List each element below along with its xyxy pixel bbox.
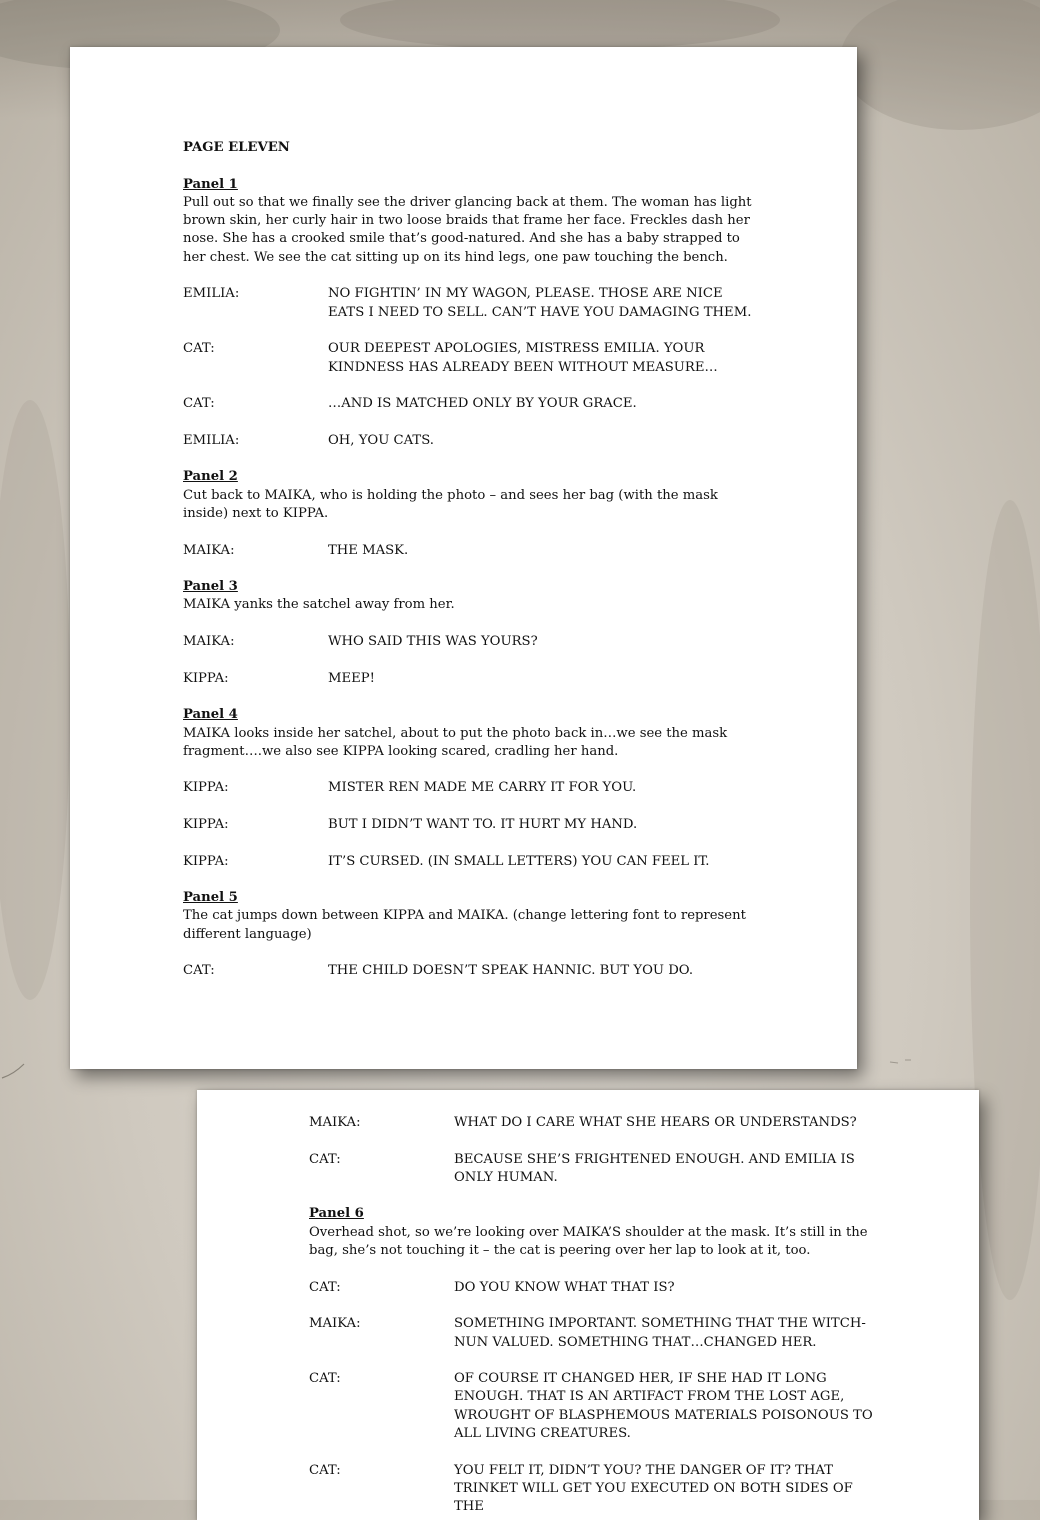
dialogue-line — [309, 1462, 879, 1517]
dialogue-text: BUT I DIDN’T WANT TO. IT HURT MY HAND. — [328, 816, 638, 832]
speaker-name: KIPPA: — [183, 670, 229, 686]
panel-heading: Panel 1 — [183, 176, 238, 192]
script-page-1 — [70, 47, 857, 1069]
dialogue-line — [183, 962, 753, 980]
dialogue-line — [309, 1151, 879, 1188]
panel-block — [309, 1205, 879, 1260]
panel-block — [183, 176, 753, 267]
dialogue-line — [183, 670, 753, 688]
dialogue-text: MEEP! — [328, 670, 375, 686]
speaker-name: MAIKA: — [183, 634, 235, 650]
panel-heading: Panel 2 — [183, 469, 238, 485]
dialogue-text: BECAUSE SHE’S FRIGHTENED ENOUGH. AND EMILIA IS ONLY HUMAN. — [454, 1151, 855, 1185]
page-title: PAGE ELEVEN — [183, 140, 290, 155]
dialogue-line — [309, 1370, 879, 1443]
dialogue-text: YOU FELT IT, DIDN’T YOU? THE DANGER OF IT? THAT TRINKET WILL GET YOU EXECUTED ON BOTH SIDES OF THE — [454, 1462, 853, 1515]
dialogue-text: DO YOU KNOW WHAT THAT IS? — [454, 1279, 675, 1295]
panel-block — [183, 706, 753, 761]
speaker-name: EMILIA: — [183, 432, 240, 448]
dialogue-line — [183, 432, 753, 450]
script-page-1-content — [183, 139, 753, 981]
dialogue-line — [183, 285, 753, 322]
dialogue-text: THE MASK. — [328, 542, 409, 558]
speaker-name: CAT: — [309, 1151, 341, 1167]
dialogue-text: WHO SAID THIS WAS YOURS? — [328, 634, 538, 650]
speaker-name: MAIKA: — [183, 542, 235, 558]
dialogue-text: WHAT DO I CARE WHAT SHE HEARS OR UNDERSTANDS? — [454, 1115, 857, 1130]
dialogue-line — [309, 1315, 879, 1352]
speaker-name: CAT: — [183, 341, 215, 357]
speaker-name: CAT: — [309, 1279, 341, 1295]
panel-heading: Panel 5 — [183, 890, 238, 906]
panel-block — [183, 578, 753, 615]
dialogue-line — [309, 1114, 879, 1132]
panel-description: MAIKA looks inside her satchel, about to put the photo back in…we see the mask fragment….we also see KIPPA looking scared, cradling her hand. — [183, 725, 728, 759]
panel-block — [183, 889, 753, 944]
script-page-2-content — [309, 1114, 879, 1517]
speaker-name: KIPPA: — [183, 780, 229, 796]
panel-block — [183, 468, 753, 523]
dialogue-line — [183, 779, 753, 797]
dialogue-text: IT’S CURSED. (IN SMALL LETTERS) YOU CAN FEEL IT. — [328, 853, 710, 869]
panel-description: The cat jumps down between KIPPA and MAIKA. (change lettering font to represent different language) — [183, 908, 746, 942]
dialogue-line — [183, 542, 753, 560]
dialogue-text: SOMETHING IMPORTANT. SOMETHING THAT THE WITCH-NUN VALUED. SOMETHING THAT…CHANGED HER. — [454, 1316, 866, 1350]
dialogue-text: MISTER REN MADE ME CARRY IT FOR YOU. — [328, 780, 637, 796]
dialogue-text: …AND IS MATCHED ONLY BY YOUR GRACE. — [328, 396, 637, 412]
dialogue-text: OH, YOU CATS. — [328, 432, 434, 448]
script-page-2 — [197, 1090, 979, 1520]
dialogue-line — [183, 340, 753, 377]
speaker-name: CAT: — [183, 396, 215, 412]
panel-description: Overhead shot, so we’re looking over MAIKA’S shoulder at the mask. It’s still in the bag, she’s not touching it – the cat is peering over her lap to look at it, too. — [309, 1224, 868, 1259]
speaker-name: MAIKA: — [309, 1115, 361, 1130]
speaker-name: KIPPA: — [183, 853, 229, 869]
dialogue-text: OUR DEEPEST APOLOGIES, MISTRESS EMILIA. YOUR KINDNESS HAS ALREADY BEEN WITHOUT MEASURE… — [328, 341, 718, 375]
panel-heading: Panel 4 — [183, 707, 238, 723]
dialogue-line — [183, 395, 753, 413]
dialogue-text: NO FIGHTIN’ IN MY WAGON, PLEASE. THOSE ARE NICE EATS I NEED TO SELL. CAN’T HAVE YOU DAMAGING THEM. — [328, 286, 752, 320]
speaker-name: CAT: — [309, 1371, 341, 1387]
panel-description: Pull out so that we finally see the driver glancing back at them. The woman has light brown skin, her curly hair in two loose braids that frame her face. Freckles dash her nose. She has a crooked smile that’s good-natured. And she has a baby strapped to her chest. We see the cat sitting up on its hind legs, one paw touching the bench. — [183, 194, 752, 265]
dialogue-line — [309, 1279, 879, 1297]
speaker-name: EMILIA: — [183, 286, 240, 302]
panel-description: MAIKA yanks the satchel away from her. — [183, 597, 455, 613]
dialogue-line — [183, 853, 753, 871]
speaker-name: KIPPA: — [183, 816, 229, 832]
speaker-name: CAT: — [183, 963, 215, 979]
panel-heading: Panel 6 — [309, 1206, 364, 1222]
speaker-name: CAT: — [309, 1462, 341, 1478]
dialogue-text: THE CHILD DOESN’T SPEAK HANNIC. BUT YOU DO. — [328, 963, 694, 979]
dialogue-line — [183, 816, 753, 834]
dialogue-text: OF COURSE IT CHANGED HER, IF SHE HAD IT LONG ENOUGH. THAT IS AN ARTIFACT FROM THE LOST AGE, WROUGHT OF BLASPHEMOUS MATERIALS POISONOUS TO ALL LIVING CREATURES. — [454, 1371, 873, 1442]
speaker-name: MAIKA: — [309, 1316, 361, 1332]
dialogue-line — [183, 633, 753, 651]
panel-description: Cut back to MAIKA, who is holding the photo – and sees her bag (with the mask inside) next to KIPPA. — [183, 487, 718, 521]
panel-heading: Panel 3 — [183, 579, 238, 595]
